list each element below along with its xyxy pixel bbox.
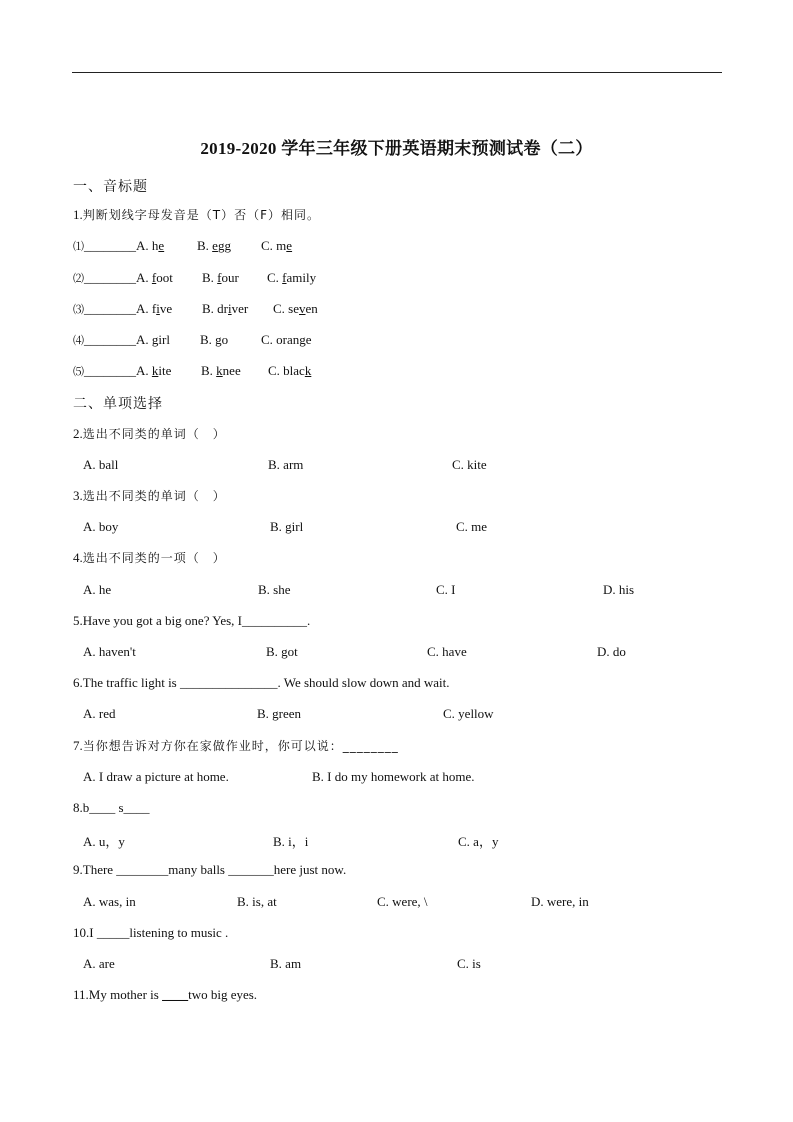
q4-option-a: A. he xyxy=(83,582,112,597)
q3-option-a: A. boy xyxy=(83,519,119,534)
q1-item-5-option-b: B. knee xyxy=(201,363,241,378)
q1-item-5-option-c: C. black xyxy=(268,363,312,378)
q4-option-c: C. I xyxy=(436,582,456,597)
q1-item-2-option-c: C. family xyxy=(267,270,317,285)
q4-option-d: D. his xyxy=(603,582,635,597)
q1-item-2: ⑵________A. foot xyxy=(73,270,173,285)
q11-answer-blank: ____ xyxy=(162,987,189,1002)
question-1-stem: 1.判断划线字母发音是（T）否（F）相同。 xyxy=(73,207,320,222)
question-11-stem: 11.My mother is ____two big eyes. xyxy=(73,987,258,1002)
q1-item-3-option-b: B. driver xyxy=(202,301,249,316)
question-10-stem: 10.I _____listening to music . xyxy=(73,925,229,940)
section-heading-multiple-choice: 二、单项选择 xyxy=(73,396,163,412)
q1-item-5: ⑸________A. kite xyxy=(73,363,172,378)
q9-option-c: C. were, \ xyxy=(377,894,428,909)
q1-item-4-option-c: C. orange xyxy=(261,332,312,347)
question-9-stem: 9.There ________many balls _______here just now. xyxy=(73,862,347,877)
q9-option-b: B. is, at xyxy=(237,894,277,909)
q2-option-b: B. arm xyxy=(268,457,304,472)
question-8-stem: 8.b____ s____ xyxy=(73,800,150,815)
question-7-stem: 7.当你想告诉对方你在家做作业时，你可以说：________ xyxy=(73,738,399,753)
q1-item-1: ⑴________A. he xyxy=(73,238,165,253)
q1-item-3-option-c: C. seven xyxy=(273,301,318,316)
q6-option-a: A. red xyxy=(83,706,116,721)
q9-option-a: A. was, in xyxy=(83,894,136,909)
q6-option-c: C. yellow xyxy=(443,706,494,721)
question-2-stem: 2.选出不同类的单词（ ） xyxy=(73,426,226,441)
q8-option-b: B. i，i xyxy=(273,834,309,849)
q1-item-1-option-b: B. egg xyxy=(197,238,231,253)
q3-option-c: C. me xyxy=(456,519,488,534)
question-6-stem: 6.The traffic light is _______________. We should slow down and wait. xyxy=(73,675,450,690)
page-title: 2019-2020 学年三年级下册英语期末预测试卷（二） xyxy=(200,139,593,158)
q10-option-b: B. am xyxy=(270,956,302,971)
q9-option-d: D. were, in xyxy=(531,894,589,909)
q5-option-a: A. haven't xyxy=(83,644,136,659)
question-4-stem: 4.选出不同类的一项（ ） xyxy=(73,550,226,565)
q5-option-c: C. have xyxy=(427,644,467,659)
q5-option-b: B. got xyxy=(266,644,298,659)
q10-option-a: A. are xyxy=(83,956,115,971)
q10-option-c: C. is xyxy=(457,956,481,971)
question-5-stem: 5.Have you got a big one? Yes, I__________. xyxy=(73,613,311,628)
q1-item-3: ⑶________A. five xyxy=(73,301,173,316)
question-3-stem: 3.选出不同类的单词（ ） xyxy=(73,488,226,503)
q8-option-c: C. a，y xyxy=(458,834,499,849)
header-rule xyxy=(72,72,722,73)
q7-option-b: B. I do my homework at home. xyxy=(312,769,475,784)
q2-option-c: C. kite xyxy=(452,457,487,472)
q6-option-b: B. green xyxy=(257,706,302,721)
q1-item-4: ⑷________A. girl xyxy=(73,332,170,347)
q8-option-a: A. u，y xyxy=(83,834,125,849)
section-heading-phonics: 一、音标题 xyxy=(73,179,148,195)
q1-item-4-option-b: B. go xyxy=(200,332,229,347)
q4-option-b: B. she xyxy=(258,582,291,597)
q3-option-b: B. girl xyxy=(270,519,304,534)
q7-option-a: A. I draw a picture at home. xyxy=(83,769,229,784)
q1-item-2-option-b: B. four xyxy=(202,270,239,285)
q1-item-1-option-c: C. me xyxy=(261,238,293,253)
q5-option-d: D. do xyxy=(597,644,626,659)
q2-option-a: A. ball xyxy=(83,457,119,472)
